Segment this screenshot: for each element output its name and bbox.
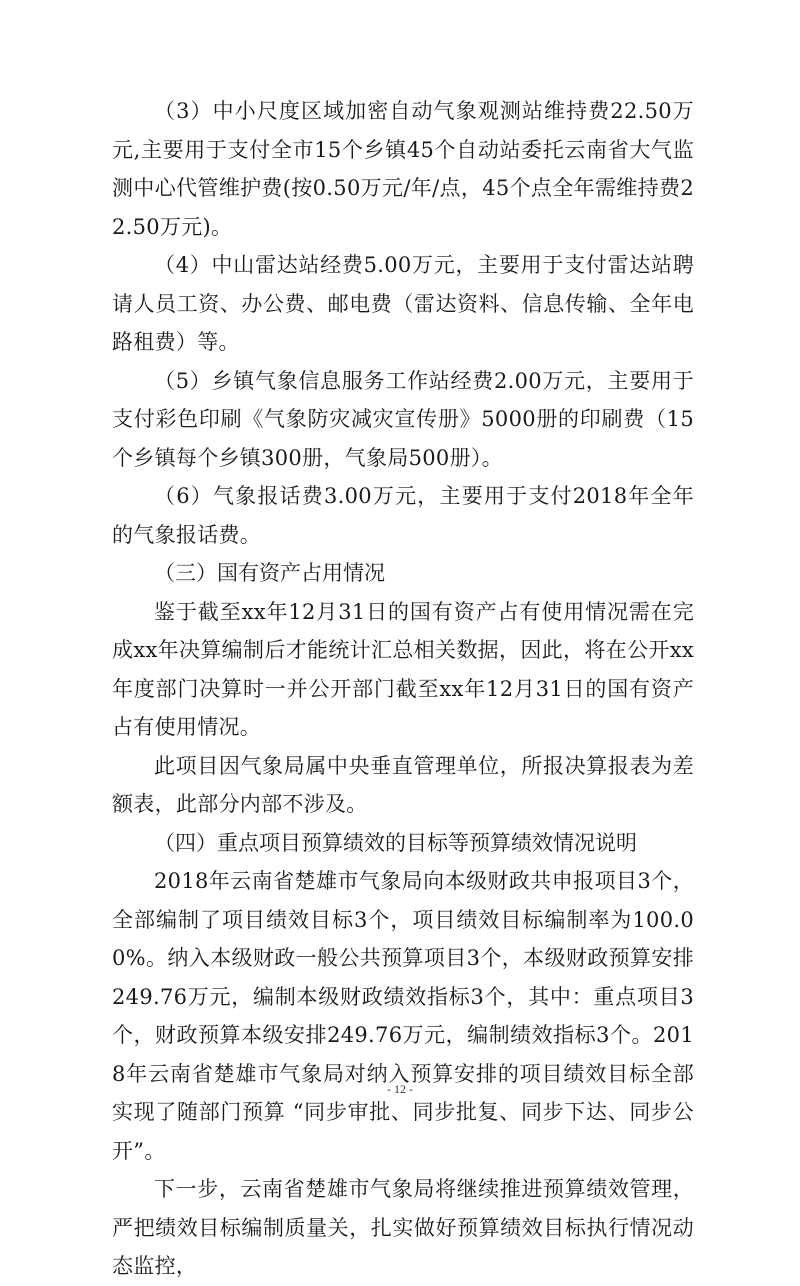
- section-heading-performance: （四）重点项目预算绩效的目标等预算绩效情况说明: [154, 830, 637, 855]
- paragraph-item-4: （4）中山雷达站经费5.00万元，主要用于支付雷达站聘请人员工资、办公费、邮电费（雷达资料、信息传输、全年电路租费）等。: [112, 253, 694, 354]
- paragraph-item-6: （6）气象报话费3.00万元，主要用于支付2018年全年的气象报话费。: [112, 484, 694, 547]
- page-number: - 12 -: [387, 1082, 413, 1096]
- section-heading-state-assets: （三）国有资产占用情况: [154, 561, 385, 585]
- paragraph-not-applicable: 此项目因气象局属中央垂直管理单位，所报决算报表为差额表，此部分内部不涉及。: [112, 753, 694, 816]
- document-body: [112, 92, 694, 1286]
- paragraph-next-steps: 下一步，云南省楚雄市气象局将继续推进预算绩效管理，严把绩效目标编制质量关，扎实做好预算绩效目标执行情况动态监控，: [112, 1177, 694, 1278]
- paragraph-state-assets: 鉴于截至xx年12月31日的国有资产占有使用情况需在完成xx年决算编制后才能统计汇总相关数据，因此，将在公开xx年度部门决算时一并公开部门截至xx年12月31日的国有资产占有使用情况。: [112, 599, 694, 739]
- paragraph-performance-summary: 2018年云南省楚雄市气象局向本级财政共申报项目3个，全部编制了项目绩效目标3个，项目绩效目标编制率为100.00%。纳入本级财政一般公共预算项目3个，本级财政预算安排249.76万元，编制本级财政绩效指标3个，其中：重点项目3个，财政预算本级安排249.76万元，编制绩效指标3个。2018年云南省楚雄市气象局对纳入预算安排的项目绩效目标全部实现了随部门预算 “同步审批、同步批复、同步下达、同步公开”。: [112, 869, 694, 1163]
- paragraph-item-5: （5）乡镇气象信息服务工作站经费2.00万元，主要用于支付彩色印刷《气象防灾减灾宣传册》5000册的印刷费（15个乡镇每个乡镇300册，气象局500册）。: [112, 368, 694, 470]
- paragraph-item-3: （3）中小尺度区域加密自动气象观测站维持费22.50万元,主要用于支付全市15个乡镇45个自动站委托云南省大气监测中心代管维护费(按0.50万元/年/点，45个点全年需维持费22.50万元)。: [112, 99, 694, 239]
